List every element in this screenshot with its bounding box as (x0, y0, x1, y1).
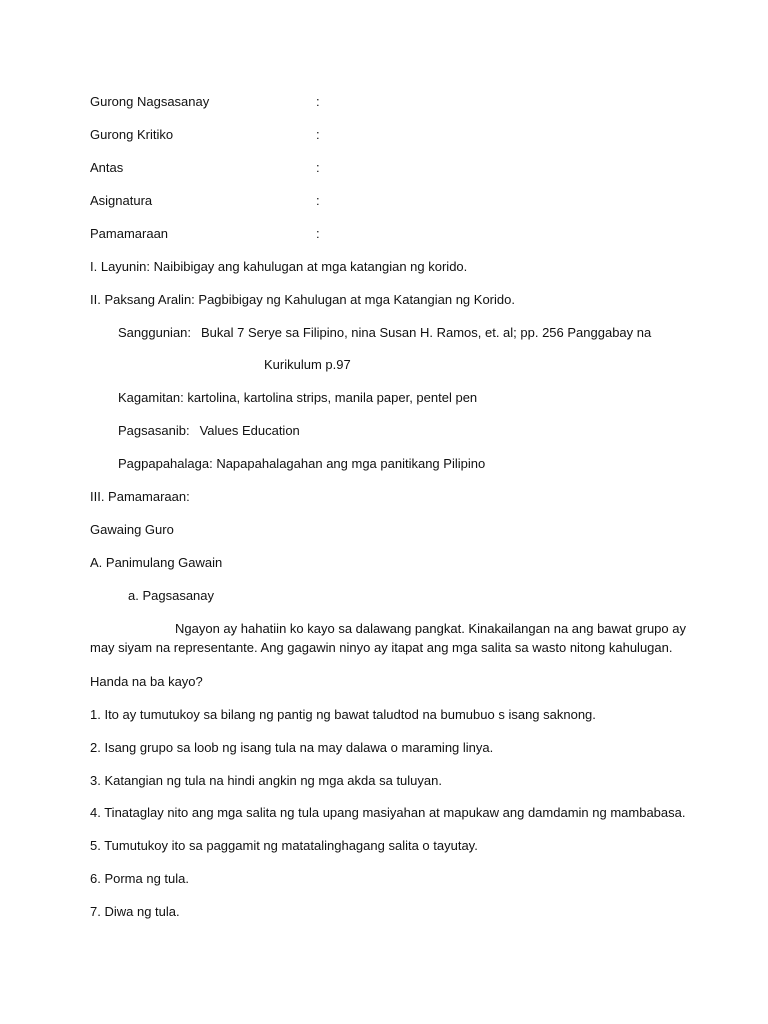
info-colon: : (316, 127, 320, 142)
paragraph-line-2: may siyam na representante. Ang gagawin ninyo ay itapat ang mga salita sa wasto nitong kahulugan. (90, 640, 673, 655)
paksang-aralin-heading: II. Paksang Aralin: Pagbibigay ng Kahulugan at mga Katangian ng Korido. (90, 292, 515, 307)
list-item: 2. Isang grupo sa loob ng isang tula na may dalawa o maraming linya. (90, 740, 494, 755)
info-label-gurong-kritiko: Gurong Kritiko (90, 127, 174, 142)
kagamitan-line: Kagamitan: kartolina, kartolina strips, manila paper, pentel pen (118, 390, 478, 405)
list-item: 3. Katangian ng tula na hindi angkin ng mga akda sa tuluyan. (90, 773, 442, 788)
sanggunian-label: Sanggunian: (118, 325, 192, 340)
pagsasanay-subheading: a. Pagsasanay (128, 588, 215, 603)
pagsasanib-text: Values Education (199, 423, 300, 438)
info-colon: : (316, 94, 320, 109)
layunin-line: I. Layunin: Naibibigay ang kahulugan at mga katangian ng korido. (90, 259, 468, 274)
panimulang-gawain-heading: A. Panimulang Gawain (90, 555, 223, 570)
sanggunian-line (118, 325, 651, 341)
pagsasanib-label: Pagsasanib: (118, 423, 190, 438)
pagpapahalaga-line: Pagpapahalaga: Napapahalagahan ang mga panitikang Pilipino (118, 456, 486, 471)
info-colon: : (316, 193, 320, 208)
pamamaraan-heading: III. Pamamaraan: (90, 489, 190, 504)
info-colon: : (316, 160, 320, 175)
info-label-antas: Antas (90, 160, 124, 175)
gawaing-guro-heading: Gawaing Guro (90, 522, 174, 537)
info-colon: : (316, 226, 320, 241)
sanggunian-text: Bukal 7 Serye sa Filipino, nina Susan H. Ramos, et. al; pp. 256 Panggabay na (201, 325, 652, 340)
handa-line: Handa na ba kayo? (90, 674, 203, 689)
list-item: 1. Ito ay tumutukoy sa bilang ng pantig ng bawat taludtod na bumubuo s isang saknong. (90, 707, 596, 722)
sanggunian-continuation: Kurikulum p.97 (264, 357, 351, 372)
info-label-gurong-nagsasanay: Gurong Nagsasanay (90, 94, 210, 109)
paragraph-line-1: Ngayon ay hahatiin ko kayo sa dalawang pangkat. Kinakailangan na ang bawat grupo ay (175, 621, 686, 636)
list-item: 7. Diwa ng tula. (90, 904, 180, 919)
info-label-asignatura: Asignatura (90, 193, 153, 208)
pagsasanib-line (118, 423, 300, 439)
list-item: 5. Tumutukoy ito sa paggamit ng matatalinghagang salita o tayutay. (90, 838, 478, 853)
info-label-pamamaraan: Pamamaraan (90, 226, 169, 241)
list-item: 6. Porma ng tula. (90, 871, 189, 886)
list-item: 4. Tinataglay nito ang mga salita ng tula upang masiyahan at mapukaw ang damdamin ng mambabasa. (90, 805, 686, 820)
